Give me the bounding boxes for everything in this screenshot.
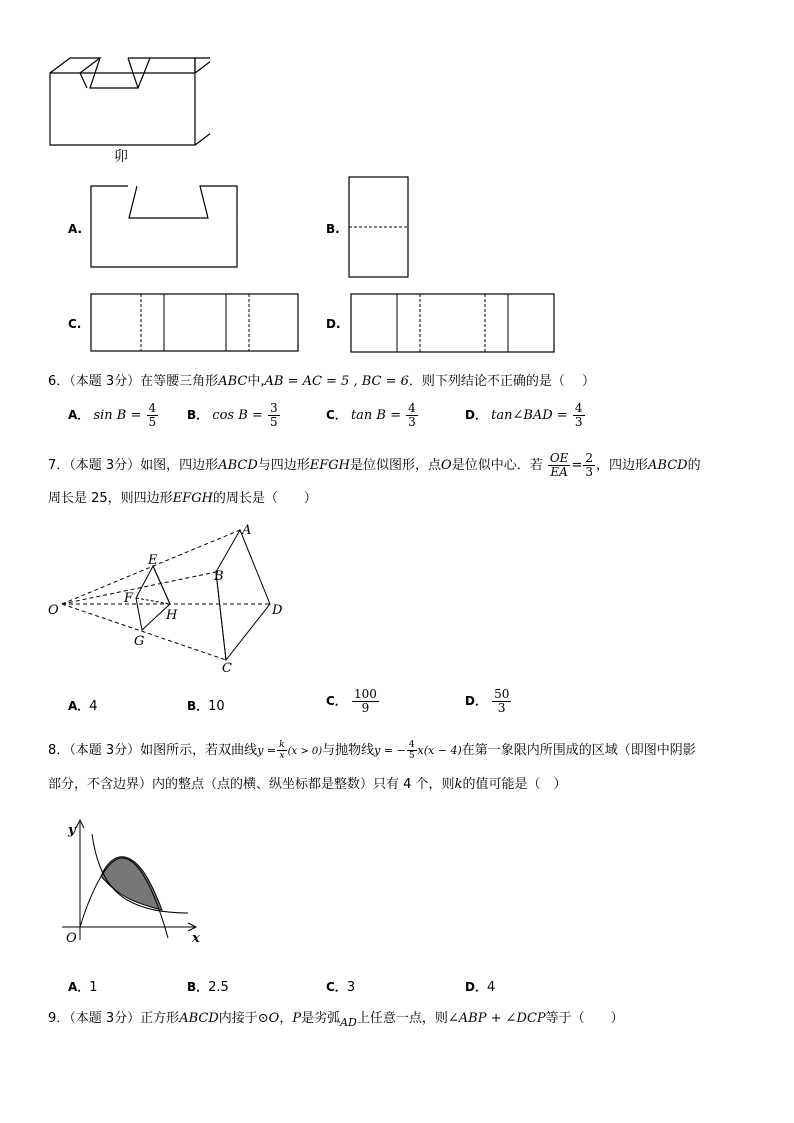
q6-option-b[interactable]: B． cos B = $\frac{3}{5}$: [187, 401, 278, 429]
option-a-figure[interactable]: [90, 185, 240, 269]
q9-stem: 9．（本题 3分）正方形ABCD内接于⊙O，P是劣弧AD上任意一点，则∠ABP + ∠DCP等于（ ）: [48, 1009, 624, 1028]
q7-stem-line1: 7．（本题 3分）如图，四边形ABCD与四边形EFGH是位似图形，点O是位似中心．若 $\frac{OE}{EA}$ = $\frac{2}{3}$ ，四边形ABCD的: [48, 451, 701, 479]
q7-option-b[interactable]: B．10: [187, 699, 225, 714]
q7-option-c[interactable]: C． $\frac{100}{9}$: [326, 687, 377, 715]
option-b-label[interactable]: B.: [326, 222, 340, 236]
q7-option-d[interactable]: D． $\frac{50}{3}$: [465, 687, 510, 715]
q8-stem-line2: 部分，不含边界）内的整点（点的横、纵坐标都是整数）只有 4 个，则k的值可能是（ ）: [48, 777, 567, 792]
origin-label: O: [66, 931, 77, 946]
label-f: F: [124, 591, 134, 606]
q8-option-c[interactable]: C．3: [326, 980, 356, 995]
q6-option-d[interactable]: D． tan∠BAD = $\frac{4}{3}$: [465, 401, 583, 429]
q6-option-a[interactable]: A． sin B = $\frac{4}{5}$: [68, 401, 157, 429]
homothety-figure: [40, 520, 300, 680]
option-d-label[interactable]: D.: [326, 317, 341, 331]
label-e: E: [148, 553, 158, 568]
label-h: H: [166, 608, 178, 623]
label-a: A: [242, 523, 252, 538]
label-o: O: [48, 603, 59, 618]
label-g: G: [134, 634, 145, 649]
axis-y-label: y: [68, 823, 76, 838]
q7-option-a[interactable]: A．4: [68, 699, 98, 714]
q6-option-c[interactable]: C． tan B = $\frac{4}{3}$: [326, 401, 416, 429]
axis-x-label: x: [192, 931, 200, 946]
option-a-label[interactable]: A.: [68, 222, 83, 236]
label-c: C: [222, 661, 232, 676]
q7-stem-line2: 周长是 25，则四边形EFGH的周长是（ ）: [48, 491, 317, 506]
q8-option-b[interactable]: B．2.5: [187, 980, 229, 995]
solid-figure: [40, 50, 210, 150]
label-b: B: [214, 569, 224, 584]
option-c-figure[interactable]: [90, 293, 302, 355]
option-d-figure[interactable]: [350, 293, 558, 355]
label-d: D: [272, 603, 283, 618]
q8-option-a[interactable]: A．1: [68, 980, 98, 995]
option-c-label[interactable]: C.: [68, 317, 82, 331]
q6-stem: 6．（本题 3分）在等腰三角形ABC中,AB = AC = 5 , BC = 6．则下列结论不正确的是（ ）: [48, 374, 596, 389]
q8-option-d[interactable]: D．4: [465, 980, 496, 995]
arc-ad: AD: [340, 1016, 357, 1029]
q8-stem-line1: 8．（本题 3分）如图所示，若双曲线y = $\frac{k}{x}$ (x > 0)与抛物线y = − $\frac{4}{5}$ x(x − 4)在第一象限内所围成的区域（即图中阴影: [48, 740, 696, 761]
figure-caption: 卯: [114, 149, 128, 165]
option-b-figure[interactable]: [348, 176, 410, 280]
hyperbola-parabola-figure: [56, 818, 216, 948]
